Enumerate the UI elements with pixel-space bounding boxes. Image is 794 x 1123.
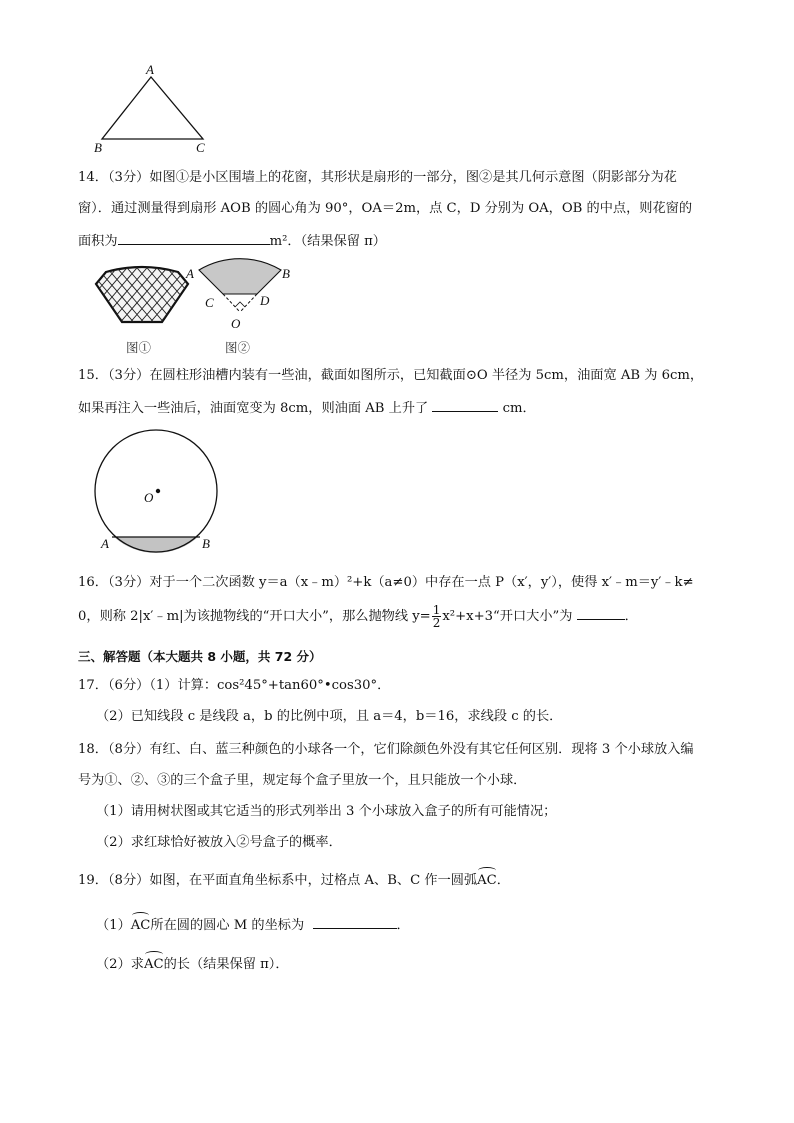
label-b: B bbox=[94, 140, 102, 155]
q14-line2: 窗）．通过测量得到扇形 AOB 的圆心角为 90°，OA＝2m，点 C，D 分别为 OA，OB 的中点，则花窗的 bbox=[78, 201, 693, 216]
label-a: A bbox=[101, 536, 109, 551]
q17-line2: （2）已知线段 c 是线段 a，b 的比例中项，且 a＝4，b＝16，求线段 c 的长． bbox=[96, 709, 563, 724]
q15-line1: 15．（3分）在圆柱形油槽内装有一些油，截面如图所示，已知截面⊙O 半径为 5cm，油面宽 AB 为 6cm， bbox=[78, 368, 704, 383]
figure-2-caption: 图② bbox=[225, 340, 251, 355]
arc-ac-symbol: AC bbox=[131, 916, 151, 936]
q19-line3 bbox=[96, 955, 289, 975]
q19-part1-prefix: （1） bbox=[96, 918, 131, 933]
triangle-abc bbox=[102, 77, 203, 139]
q16-expression: x²+x+3 bbox=[442, 609, 494, 624]
label-b: B bbox=[282, 266, 290, 281]
q14-area-suffix: m²．（结果保留 π） bbox=[269, 234, 386, 249]
label-d: D bbox=[260, 293, 270, 308]
section-heading: 三、解答题（本大题共 8 小题，共 72 分） bbox=[78, 649, 322, 664]
q14-line1: 14．（3分）如图①是小区围墙上的花窗，其形状是扇形的一部分，图②是其几何示意图（阴影部分为花 bbox=[78, 170, 677, 185]
q19-part1-end: ． bbox=[396, 918, 410, 933]
q19-text: 19．（8分）如图，在平面直角坐标系中，过格点 A、B、C 作一圆弧 bbox=[78, 873, 478, 888]
q19-answer-blank[interactable] bbox=[313, 914, 397, 929]
label-a: A bbox=[186, 266, 194, 281]
center-point-o bbox=[156, 489, 160, 493]
q16-line1: 16．（3分）对于一个二次函数 y＝a（x﹣m）²+k（a≠0）中存在一点 P（x′，y′），使得 x′﹣m＝y′﹣k≠ bbox=[78, 575, 694, 590]
label-c: C bbox=[196, 140, 205, 155]
shaded-window-region bbox=[199, 259, 281, 294]
fraction-denominator: 2 bbox=[432, 616, 441, 630]
q15-unit: cm． bbox=[502, 401, 536, 416]
window-lattice-figure bbox=[92, 262, 192, 334]
q19-part1-text: 所在圆的圆心 M 的坐标为 bbox=[150, 918, 305, 933]
q16-text: 0，则称 2|x′﹣m|为该抛物线的“开口大小”，那么抛物线 y= bbox=[78, 609, 431, 624]
q15-answer-blank[interactable] bbox=[432, 397, 498, 412]
fraction-numerator: 1 bbox=[432, 603, 441, 617]
arc-ac-symbol: AC bbox=[477, 871, 497, 891]
q16-answer-blank[interactable] bbox=[577, 605, 625, 620]
q15-text: 如果再注入一些油后，油面宽变为 8cm，则油面 AB 上升了 bbox=[78, 401, 429, 416]
fraction-one-half bbox=[432, 604, 442, 629]
label-b: B bbox=[202, 536, 210, 551]
q18-line2: 号为①、②、③的三个盒子里，规定每个盒子里放一个，且只能放一个小球． bbox=[78, 773, 527, 788]
q19-part2-text: 的长（结果保留 π）． bbox=[163, 957, 289, 972]
q14-area-prefix: 面积为 bbox=[78, 234, 118, 249]
q19-part2-prefix: （2）求 bbox=[96, 957, 144, 972]
q19-line2 bbox=[96, 914, 410, 936]
q19-line1 bbox=[78, 871, 510, 891]
q14-line3 bbox=[78, 230, 386, 252]
q18-line1: 18．（8分）有红、白、蓝三种颜色的小球各一个，它们除颜色外没有其它任何区别．现将 3 个小球放入编 bbox=[78, 742, 694, 757]
q14-answer-blank[interactable] bbox=[118, 230, 270, 245]
q16-line2: 0，则称 2|x′﹣m|为该抛物线的“开口大小”，那么抛物线 y= $\frac{1}{2}$ x²+x+3“开口大小”为 ． bbox=[78, 603, 638, 630]
q18-line4: （2）求红球恰好被放入②号盒子的概率． bbox=[96, 835, 342, 850]
label-c: C bbox=[205, 295, 214, 310]
q18-line3: （1）请用树状图或其它适当的形式列举出 3 个小球放入盒子的所有可能情况； bbox=[96, 804, 557, 819]
q16-text-end: “开口大小”为 bbox=[493, 609, 573, 624]
q19-text-end: ． bbox=[496, 873, 510, 888]
figure-1-caption: 图① bbox=[126, 340, 152, 355]
q15-line2 bbox=[78, 397, 536, 419]
label-o: O bbox=[144, 490, 154, 505]
label-o: O bbox=[231, 316, 241, 331]
label-a: A bbox=[146, 62, 154, 77]
arc-ac-symbol: AC bbox=[144, 955, 164, 975]
q17-line1: 17．（6分）（1）计算：cos²45°+tan60°•cos30°． bbox=[78, 678, 391, 693]
